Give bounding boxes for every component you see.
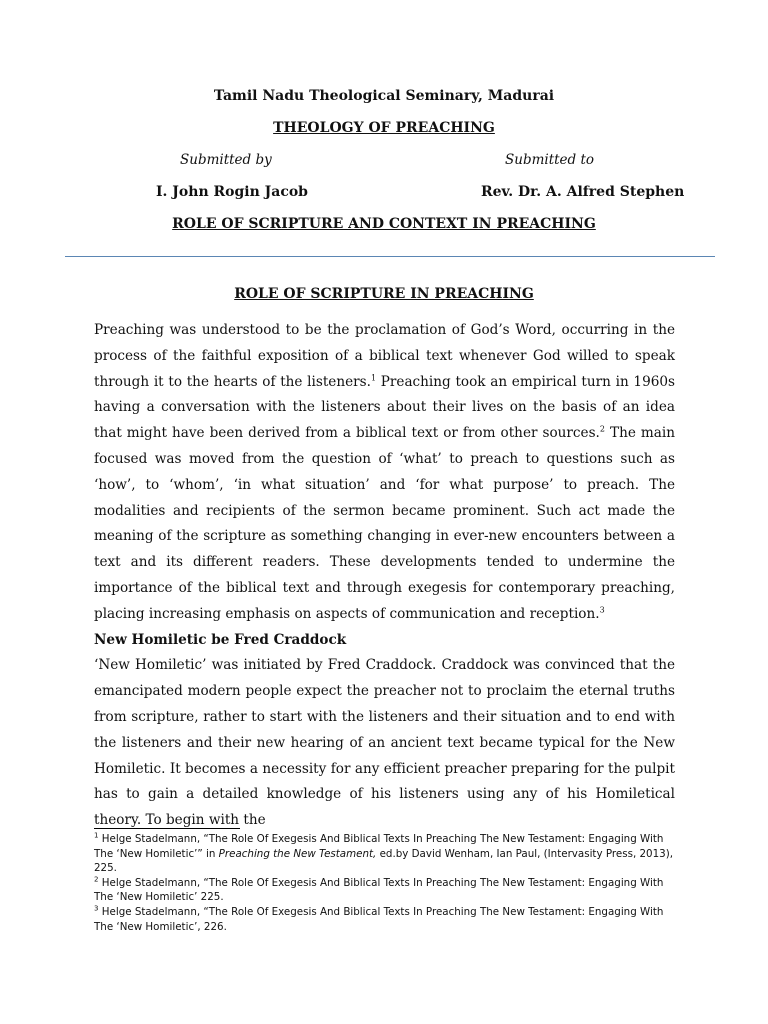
paragraph-1	[94, 318, 675, 628]
section-heading	[0, 286, 768, 302]
footnote-1-text-end: ed.by David Wenham, Ian Paul, (Intervasity Press, 2013), 225.	[94, 847, 673, 875]
paragraph-2: ‘New Homiletic’ was initiated by Fred Craddock. Craddock was convinced that the emancipated modern people expect the preacher not to proclaim the eternal truths from scripture, rather to start with the listeners and their situation and to end with the listeners and their new hearing of an ancient text became typical for the New Homiletic. It becomes a necessity for any efficient preacher preparing for the pulpit has to gain a detailed knowledge of his listeners using any of his Homiletical theory. To begin with the	[94, 657, 675, 829]
footnote-2-text: Helge Stadelmann, “The Role Of Exegesis And Biblical Texts In Preaching The New Testament: Engaging With The ‘New Homiletic’ 225.	[94, 876, 664, 904]
subheading: New Homiletic be Fred Craddock	[94, 631, 347, 648]
footnote-1-number: 1	[94, 831, 99, 840]
horizontal-divider	[65, 256, 715, 257]
footnote-1-text: Helge Stadelmann, “The Role Of Exegesis And Biblical Texts In Preaching The New Testament: Engaging With The ‘New Homiletic’” in	[94, 833, 664, 860]
paper-title-text: ROLE OF SCRIPTURE AND CONTEXT IN PREACHING	[172, 216, 596, 232]
author-name: I. John Rogin Jacob	[156, 184, 308, 200]
footnote-1	[94, 832, 675, 876]
footnote-separator	[94, 828, 240, 829]
footnote-ref-1[interactable]: 1	[370, 373, 377, 383]
course-title	[0, 120, 768, 136]
institution-name: Tamil Nadu Theological Seminary, Madurai	[213, 88, 555, 104]
footnote-ref-3[interactable]: 3	[599, 605, 605, 615]
footnote-ref-2[interactable]: 2	[599, 424, 605, 434]
footnote-2	[94, 876, 675, 905]
paper-title	[0, 216, 768, 232]
footnote-3-text: Helge Stadelmann, “The Role Of Exegesis And Biblical Texts In Preaching The New Testament: Engaging With The ‘New Homiletic’, 226.	[94, 905, 664, 933]
footnotes	[94, 832, 675, 934]
footnote-3-number: 3	[94, 904, 99, 913]
course-title-text: THEOLOGY OF PREACHING	[273, 120, 495, 136]
paragraph-1-part-a: Preaching was understood to be the proclamation of God’s Word, occurring in the process of the faithful exposition of a biblical text whenever God willed to speak through it to the hearts of the listeners.	[94, 322, 675, 390]
submitted-by-label: Submitted by	[180, 152, 272, 168]
section-heading-text: ROLE OF SCRIPTURE IN PREACHING	[234, 286, 534, 302]
recipient-name: Rev. Dr. A. Alfred Stephen	[481, 184, 685, 200]
footnote-2-number: 2	[94, 875, 99, 884]
paragraph-1-part-b: Preaching took an empirical turn in 1960s having a conversation with the listeners about their lives on the basis of an idea that might have been derived from a biblical text or from other sources.	[94, 373, 676, 442]
submitted-to-label: Submitted to	[505, 152, 595, 168]
paragraph-1-part-c: The main focused was moved from the question of ‘what’ to preach to questions such as ‘how’, to ‘whom’, ‘in what situation’ and ‘for what purpose’ to preach. The modalities and recipients of the sermon became prominent. Such act made the meaning of the scripture as something changing in ever-new encounters between a text and its different readers. These developments tended to undermine the importance of the biblical text and through exegesis for contemporary preaching, placing increasing emphasis on aspects of communication and reception.	[94, 425, 676, 622]
footnote-3	[94, 905, 675, 934]
footnote-1-book-title: Preaching the New Testament,	[218, 847, 377, 860]
body-text	[94, 318, 675, 834]
